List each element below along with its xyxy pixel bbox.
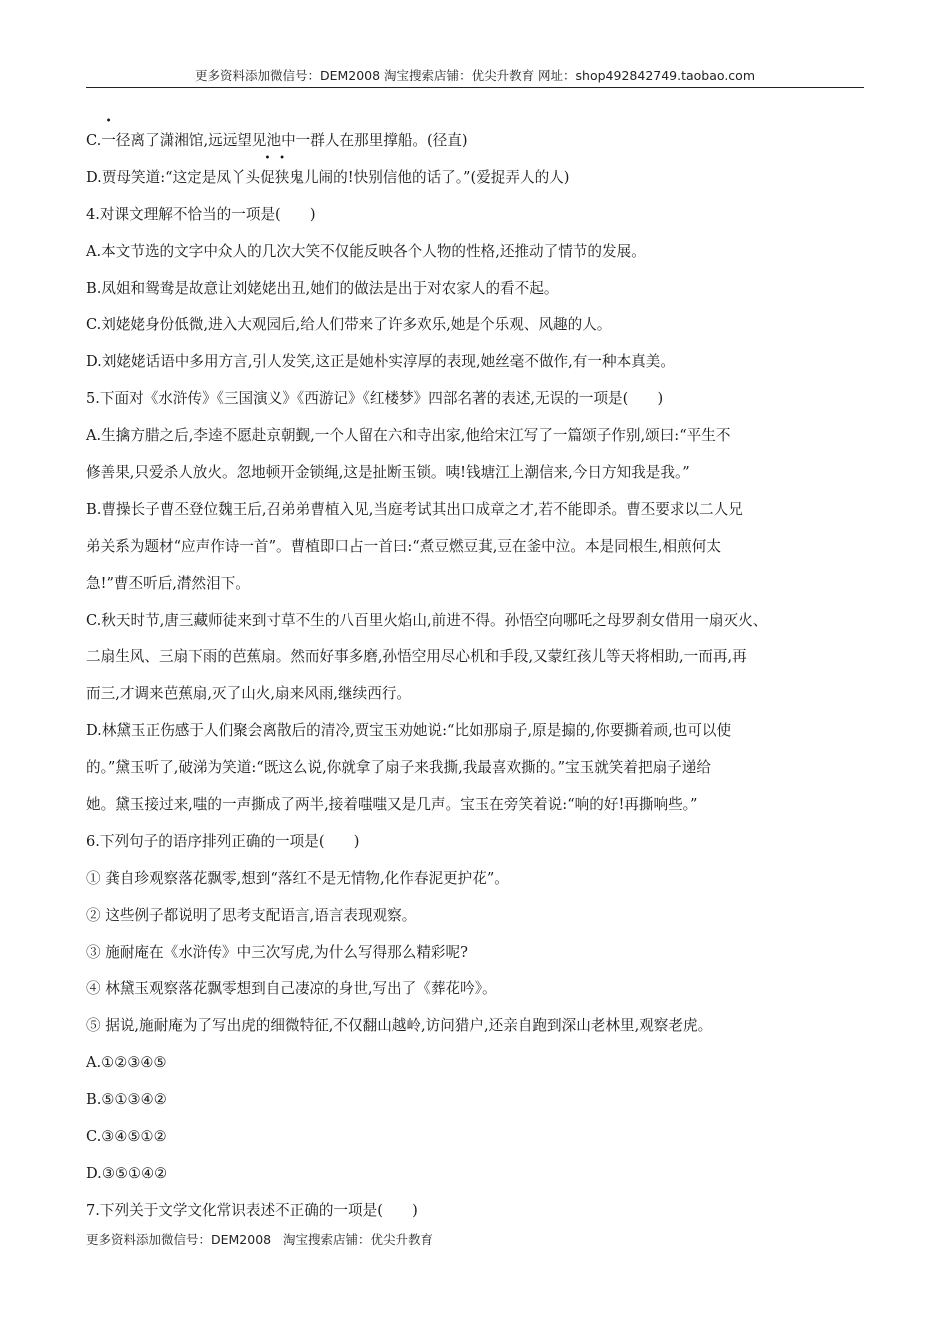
option-text: D.贾母笑道:“这定是凤丫头 — [86, 168, 261, 186]
q6-option-d: D.③⑤①④② — [86, 1164, 168, 1182]
emphasized-char: 促 — [260, 168, 275, 186]
question-7-stem: 7.下列关于文学文化常识表述不正确的一项是( ) — [86, 1201, 418, 1219]
q6-sentence-3: ③ 施耐庵在《水浒传》中三次写虎,为什么写得那么精彩呢? — [86, 943, 468, 961]
document-body — [86, 123, 864, 1230]
question-6-stem: 6.下列句子的语序排列正确的一项是( ) — [86, 832, 360, 850]
q5-option-d-line-3: 她。黛玉接过来,嗤的一声撕成了两半,接着嗤嗤又是几声。宝玉在旁笑着说:“响的好!再撕响些。” — [86, 796, 698, 814]
q5-option-b-line-1: B.曹操长子曹丕登位魏王后,召弟弟曹植入见,当庭考试其出口成章之才,若不能即杀。曹丕要求以二人兄 — [86, 500, 743, 518]
option-text: 鬼儿闹的!快别信他的话了。”(爱捉弄人的人) — [289, 168, 570, 186]
header-divider — [86, 87, 864, 88]
q6-sentence-5: ⑤ 据说,施耐庵为了写出虎的细微特征,不仅翻山越岭,访问猎户,还亲自跑到深山老林里,观察老虎。 — [86, 1017, 713, 1035]
q5-option-a-line-1: A.生擒方腊之后,李逵不愿赴京朝觐,一个人留在六和寺出家,他给宋江写了一篇颂子作别,颂曰:“平生不 — [86, 427, 731, 445]
q6-sentence-4: ④ 林黛玉观察落花飘零想到自己凄凉的身世,写出了《葬花吟》。 — [86, 980, 497, 998]
option-label: C. — [86, 132, 102, 149]
emphasized-char: 狭 — [274, 168, 290, 186]
q5-option-b-line-3: 急!”曹丕听后,潸然泪下。 — [86, 574, 250, 592]
q5-option-c-line-2: 二扇生风、三扇下雨的芭蕉扇。然而好事多磨,孙悟空用尽心机和手段,又蒙红孩儿等天将相助,一而再,再 — [86, 648, 747, 666]
option-c-line — [86, 123, 864, 160]
option-d-line — [86, 160, 864, 197]
q4-option-b: B.凤姐和鸳鸯是故意让刘姥姥出丑,她们的做法是出于对农家人的看不起。 — [86, 279, 559, 297]
q5-option-d-line-2: 的。”黛玉听了,破涕为笑道:“既这么说,你就拿了扇子来我撕,我最喜欢撕的。”宝玉就笑着把扇子递给 — [86, 759, 711, 777]
q4-option-a: A.本文节选的文字中众人的几次大笑不仅能反映各个人物的性格,还推动了情节的发展。 — [86, 242, 646, 260]
q5-option-a-line-2: 修善果,只爱杀人放火。忽地顿开金锁绳,这是扯断玉锁。咦!钱塘江上潮信来,今日方知我是我。” — [86, 464, 690, 482]
q6-sentence-1: ① 龚自珍观察落花飘零,想到“落红不是无情物,化作春泥更护花”。 — [86, 869, 509, 887]
q6-option-b: B.⑤①③④② — [86, 1091, 167, 1109]
option-text: 径离了潇湘馆,远远望见池中一群人在那里撑船。(径直) — [115, 132, 468, 149]
q6-option-c: C.③④⑤①② — [86, 1128, 167, 1146]
page-footer: 更多资料添加微信号：DEM2008 淘宝搜索店铺：优尖升教育 — [86, 1232, 434, 1247]
q6-option-a: A.①②③④⑤ — [86, 1054, 167, 1072]
page-header: 更多资料添加微信号：DEM2008 淘宝搜索店铺：优尖升教育 网址：shop492842749.taobao.com — [194, 68, 756, 83]
q4-option-c: C.刘姥姥身份低微,进入大观园后,给人们带来了许多欢乐,她是个乐观、风趣的人。 — [86, 316, 612, 334]
emphasized-char: 一 — [101, 132, 116, 149]
q5-option-c-line-3: 而三,才调来芭蕉扇,灭了山火,扇来风雨,继续西行。 — [86, 685, 412, 703]
q5-option-c-line-1: C.秋天时节,唐三藏师徒来到寸草不生的八百里火焰山,前进不得。孙悟空向哪吒之母罗刹女借用一扇灭火、 — [86, 611, 768, 629]
q5-option-b-line-2: 弟关系为题材“应声作诗一首”。曹植即口占一首曰:“煮豆燃豆萁,豆在釜中泣。本是同根生,相煎何太 — [86, 537, 721, 555]
q6-sentence-2: ② 这些例子都说明了思考支配语言,语言表现观察。 — [86, 906, 417, 924]
q5-option-d-line-1: D.林黛玉正伤感于人们聚会离散后的清冷,贾宝玉劝她说:“比如那扇子,原是搧的,你要撕着顽,也可以使 — [86, 722, 732, 740]
question-4-stem: 4.对课文理解不恰当的一项是( ) — [86, 205, 316, 223]
question-5-stem: 5.下面对《水浒传》《三国演义》《西游记》《红楼梦》四部名著的表述,无误的一项是( ) — [86, 390, 664, 408]
q4-option-d: D.刘姥姥话语中多用方言,引人发笑,这正是她朴实淳厚的表现,她丝毫不做作,有一种本真美。 — [86, 353, 675, 371]
